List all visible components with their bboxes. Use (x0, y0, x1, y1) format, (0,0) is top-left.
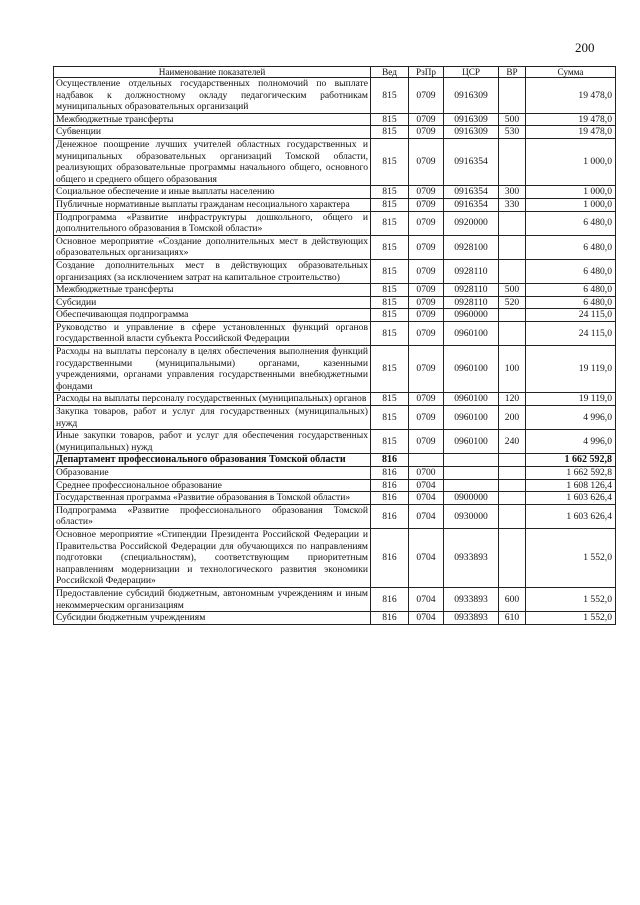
cell-rzpr: 0704 (409, 479, 444, 492)
cell-ved: 815 (371, 138, 409, 185)
cell-vr (499, 467, 526, 480)
table-row (54, 406, 616, 430)
cell-csr: 0960100 (444, 393, 499, 406)
cell-vr: 120 (499, 393, 526, 406)
cell-sum: 1 552,0 (526, 612, 616, 625)
cell-vr: 530 (499, 126, 526, 139)
cell-vr (499, 259, 526, 283)
table-row (54, 612, 616, 625)
cell-csr: 0916354 (444, 198, 499, 211)
cell-csr: 0933893 (444, 612, 499, 625)
cell-csr: 0920000 (444, 211, 499, 235)
header-ved: Вед (371, 67, 409, 78)
cell-sum: 6 480,0 (526, 235, 616, 259)
cell-sum: 24 115,0 (526, 309, 616, 322)
cell-vr (499, 321, 526, 345)
table-header-row (54, 67, 616, 78)
cell-rzpr: 0709 (409, 430, 444, 454)
cell-sum: 6 480,0 (526, 296, 616, 309)
cell-ved: 815 (371, 113, 409, 126)
cell-rzpr: 0704 (409, 587, 444, 611)
cell-rzpr (409, 454, 444, 467)
table-row (54, 186, 616, 199)
cell-vr: 200 (499, 406, 526, 430)
cell-ved: 816 (371, 587, 409, 611)
cell-csr: 0916309 (444, 78, 499, 114)
cell-rzpr: 0704 (409, 504, 444, 528)
cell-name: Субвенции (54, 126, 371, 139)
cell-rzpr: 0709 (409, 78, 444, 114)
cell-vr: 500 (499, 113, 526, 126)
cell-name: Иные закупки товаров, работ и услуг для обеспечения государственных (муниципальных) нужд (54, 430, 371, 454)
table-row (54, 284, 616, 297)
cell-vr (499, 479, 526, 492)
table-row (54, 235, 616, 259)
cell-name: Подпрограмма «Развитие инфраструктуры дошкольного, общего и дополнительного образования в Томской области» (54, 211, 371, 235)
cell-csr: 0916309 (444, 113, 499, 126)
cell-name: Осуществление отдельных государственных полномочий по выплате надбавок к должностному окладу педагогическим работникам муниципальных образовательных организаций (54, 78, 371, 114)
cell-ved: 816 (371, 454, 409, 467)
cell-rzpr: 0709 (409, 259, 444, 283)
cell-ved: 815 (371, 430, 409, 454)
cell-csr (444, 479, 499, 492)
cell-name: Государственная программа «Развитие образования в Томской области» (54, 492, 371, 505)
cell-sum: 1 000,0 (526, 198, 616, 211)
cell-name: Среднее профессиональное образование (54, 479, 371, 492)
cell-name: Социальное обеспечение и иные выплаты населению (54, 186, 371, 199)
cell-rzpr: 0709 (409, 235, 444, 259)
cell-ved: 815 (371, 198, 409, 211)
cell-vr (499, 211, 526, 235)
cell-vr (499, 454, 526, 467)
table-row (54, 467, 616, 480)
cell-name: Расходы на выплаты персоналу в целях обеспечения выполнения функций государственными (муниципальными) органами, казенными учреждениями, органами управления государственными внебюджетными фондами (54, 346, 371, 393)
cell-rzpr: 0709 (409, 198, 444, 211)
table-row (54, 346, 616, 393)
cell-ved: 816 (371, 528, 409, 587)
cell-rzpr: 0704 (409, 612, 444, 625)
cell-sum: 6 480,0 (526, 284, 616, 297)
cell-sum: 4 996,0 (526, 430, 616, 454)
cell-csr: 0928100 (444, 235, 499, 259)
cell-sum: 1 552,0 (526, 587, 616, 611)
cell-csr: 0928110 (444, 284, 499, 297)
cell-name: Создание дополнительных мест в действующих образовательных организациях (за исключением затрат на капитальное строительство) (54, 259, 371, 283)
cell-name: Расходы на выплаты персоналу государственных (муниципальных) органов (54, 393, 371, 406)
table-row (54, 479, 616, 492)
cell-vr: 520 (499, 296, 526, 309)
cell-ved: 816 (371, 504, 409, 528)
cell-sum: 1 000,0 (526, 186, 616, 199)
cell-rzpr: 0704 (409, 528, 444, 587)
cell-rzpr: 0709 (409, 186, 444, 199)
cell-ved: 816 (371, 612, 409, 625)
cell-rzpr: 0700 (409, 467, 444, 480)
cell-sum: 19 478,0 (526, 113, 616, 126)
cell-name: Основное мероприятие «Стипендии Президента Российской Федерации и Правительства Российской Федерации для обучающихся по направлениям подготовки (специальностям), соответствующим приоритетным направлениям модернизации и технологического развития экономики Российской Федерации» (54, 528, 371, 587)
cell-name: Подпрограмма «Развитие профессионального образования Томской области» (54, 504, 371, 528)
cell-ved: 815 (371, 321, 409, 345)
cell-rzpr: 0709 (409, 211, 444, 235)
cell-rzpr: 0709 (409, 406, 444, 430)
cell-vr: 300 (499, 186, 526, 199)
cell-sum: 1 603 626,4 (526, 504, 616, 528)
cell-csr: 0900000 (444, 492, 499, 505)
cell-vr (499, 492, 526, 505)
cell-sum: 19 478,0 (526, 126, 616, 139)
cell-csr (444, 467, 499, 480)
cell-sum: 19 119,0 (526, 393, 616, 406)
cell-ved: 815 (371, 346, 409, 393)
cell-name: Обеспечивающая подпрограмма (54, 309, 371, 322)
table-row (54, 211, 616, 235)
cell-name: Департамент профессионального образования Томской области (54, 454, 371, 467)
cell-name: Межбюджетные трансферты (54, 284, 371, 297)
cell-vr (499, 528, 526, 587)
cell-sum: 1 552,0 (526, 528, 616, 587)
cell-rzpr: 0709 (409, 393, 444, 406)
cell-name: Межбюджетные трансферты (54, 113, 371, 126)
cell-name: Образование (54, 467, 371, 480)
cell-vr (499, 309, 526, 322)
header-rzpr: РзПр (409, 67, 444, 78)
cell-sum: 6 480,0 (526, 211, 616, 235)
cell-rzpr: 0709 (409, 284, 444, 297)
cell-sum: 1 662 592,8 (526, 467, 616, 480)
cell-sum: 6 480,0 (526, 259, 616, 283)
cell-vr: 240 (499, 430, 526, 454)
cell-ved: 815 (371, 235, 409, 259)
cell-rzpr: 0704 (409, 492, 444, 505)
table-row (54, 309, 616, 322)
cell-rzpr: 0709 (409, 113, 444, 126)
cell-vr (499, 138, 526, 185)
cell-csr: 0916354 (444, 186, 499, 199)
cell-rzpr: 0709 (409, 346, 444, 393)
cell-name: Субсидии (54, 296, 371, 309)
cell-ved: 815 (371, 406, 409, 430)
page-number: 200 (575, 40, 595, 55)
budget-table (53, 66, 616, 625)
cell-csr: 0960000 (444, 309, 499, 322)
cell-vr (499, 78, 526, 114)
cell-name: Предоставление субсидий бюджетным, автономным учреждениям и иным некоммерческим организациям (54, 587, 371, 611)
table-row (54, 126, 616, 139)
cell-ved: 815 (371, 259, 409, 283)
header-sum: Сумма (526, 67, 616, 78)
cell-ved: 816 (371, 492, 409, 505)
cell-sum: 19 478,0 (526, 78, 616, 114)
cell-sum: 1 000,0 (526, 138, 616, 185)
cell-name: Основное мероприятие «Создание дополнительных мест в действующих образовательных организациях» (54, 235, 371, 259)
cell-rzpr: 0709 (409, 321, 444, 345)
table-row (54, 259, 616, 283)
cell-sum: 24 115,0 (526, 321, 616, 345)
cell-sum: 4 996,0 (526, 406, 616, 430)
cell-csr: 0960100 (444, 346, 499, 393)
cell-csr: 0933893 (444, 587, 499, 611)
cell-csr: 0928110 (444, 259, 499, 283)
header-name: Наименование показателей (54, 67, 371, 78)
cell-vr: 330 (499, 198, 526, 211)
cell-csr: 0928110 (444, 296, 499, 309)
cell-ved: 815 (371, 186, 409, 199)
table-row (54, 528, 616, 587)
table-row (54, 393, 616, 406)
table-row (54, 504, 616, 528)
cell-vr: 100 (499, 346, 526, 393)
cell-sum: 1 662 592,8 (526, 454, 616, 467)
cell-vr (499, 235, 526, 259)
cell-ved: 815 (371, 393, 409, 406)
table-row (54, 138, 616, 185)
cell-vr (499, 504, 526, 528)
cell-vr: 500 (499, 284, 526, 297)
table-row (54, 198, 616, 211)
table-row (54, 454, 616, 467)
cell-csr: 0933893 (444, 528, 499, 587)
cell-ved: 815 (371, 284, 409, 297)
cell-csr (444, 454, 499, 467)
cell-csr: 0916354 (444, 138, 499, 185)
cell-vr: 610 (499, 612, 526, 625)
cell-name: Публичные нормативные выплаты гражданам несоциального характера (54, 198, 371, 211)
cell-rzpr: 0709 (409, 138, 444, 185)
table-row (54, 296, 616, 309)
header-csr: ЦСР (444, 67, 499, 78)
table-row (54, 587, 616, 611)
cell-ved: 816 (371, 479, 409, 492)
cell-ved: 815 (371, 126, 409, 139)
cell-name: Субсидии бюджетным учреждениям (54, 612, 371, 625)
table-row (54, 492, 616, 505)
cell-name: Закупка товаров, работ и услуг для государственных (муниципальных) нужд (54, 406, 371, 430)
cell-sum: 1 603 626,4 (526, 492, 616, 505)
cell-ved: 815 (371, 296, 409, 309)
cell-rzpr: 0709 (409, 309, 444, 322)
header-vr: ВР (499, 67, 526, 78)
cell-sum: 19 119,0 (526, 346, 616, 393)
cell-rzpr: 0709 (409, 296, 444, 309)
cell-name: Денежное поощрение лучших учителей областных государственных и муниципальных образовательных организаций Томской области, реализующих образовательные программы начального общего, основного общего и среднего общего образования (54, 138, 371, 185)
table-row (54, 430, 616, 454)
cell-csr: 0960100 (444, 321, 499, 345)
cell-vr: 600 (499, 587, 526, 611)
cell-csr: 0960100 (444, 430, 499, 454)
cell-csr: 0930000 (444, 504, 499, 528)
cell-ved: 815 (371, 211, 409, 235)
cell-name: Руководство и управление в сфере установленных функций органов государственной власти субъекта Российской Федерации (54, 321, 371, 345)
cell-rzpr: 0709 (409, 126, 444, 139)
cell-ved: 815 (371, 78, 409, 114)
table-row (54, 78, 616, 114)
cell-ved: 816 (371, 467, 409, 480)
table-row (54, 113, 616, 126)
cell-ved: 815 (371, 309, 409, 322)
cell-csr: 0960100 (444, 406, 499, 430)
cell-sum: 1 608 126,4 (526, 479, 616, 492)
cell-csr: 0916309 (444, 126, 499, 139)
table-row (54, 321, 616, 345)
